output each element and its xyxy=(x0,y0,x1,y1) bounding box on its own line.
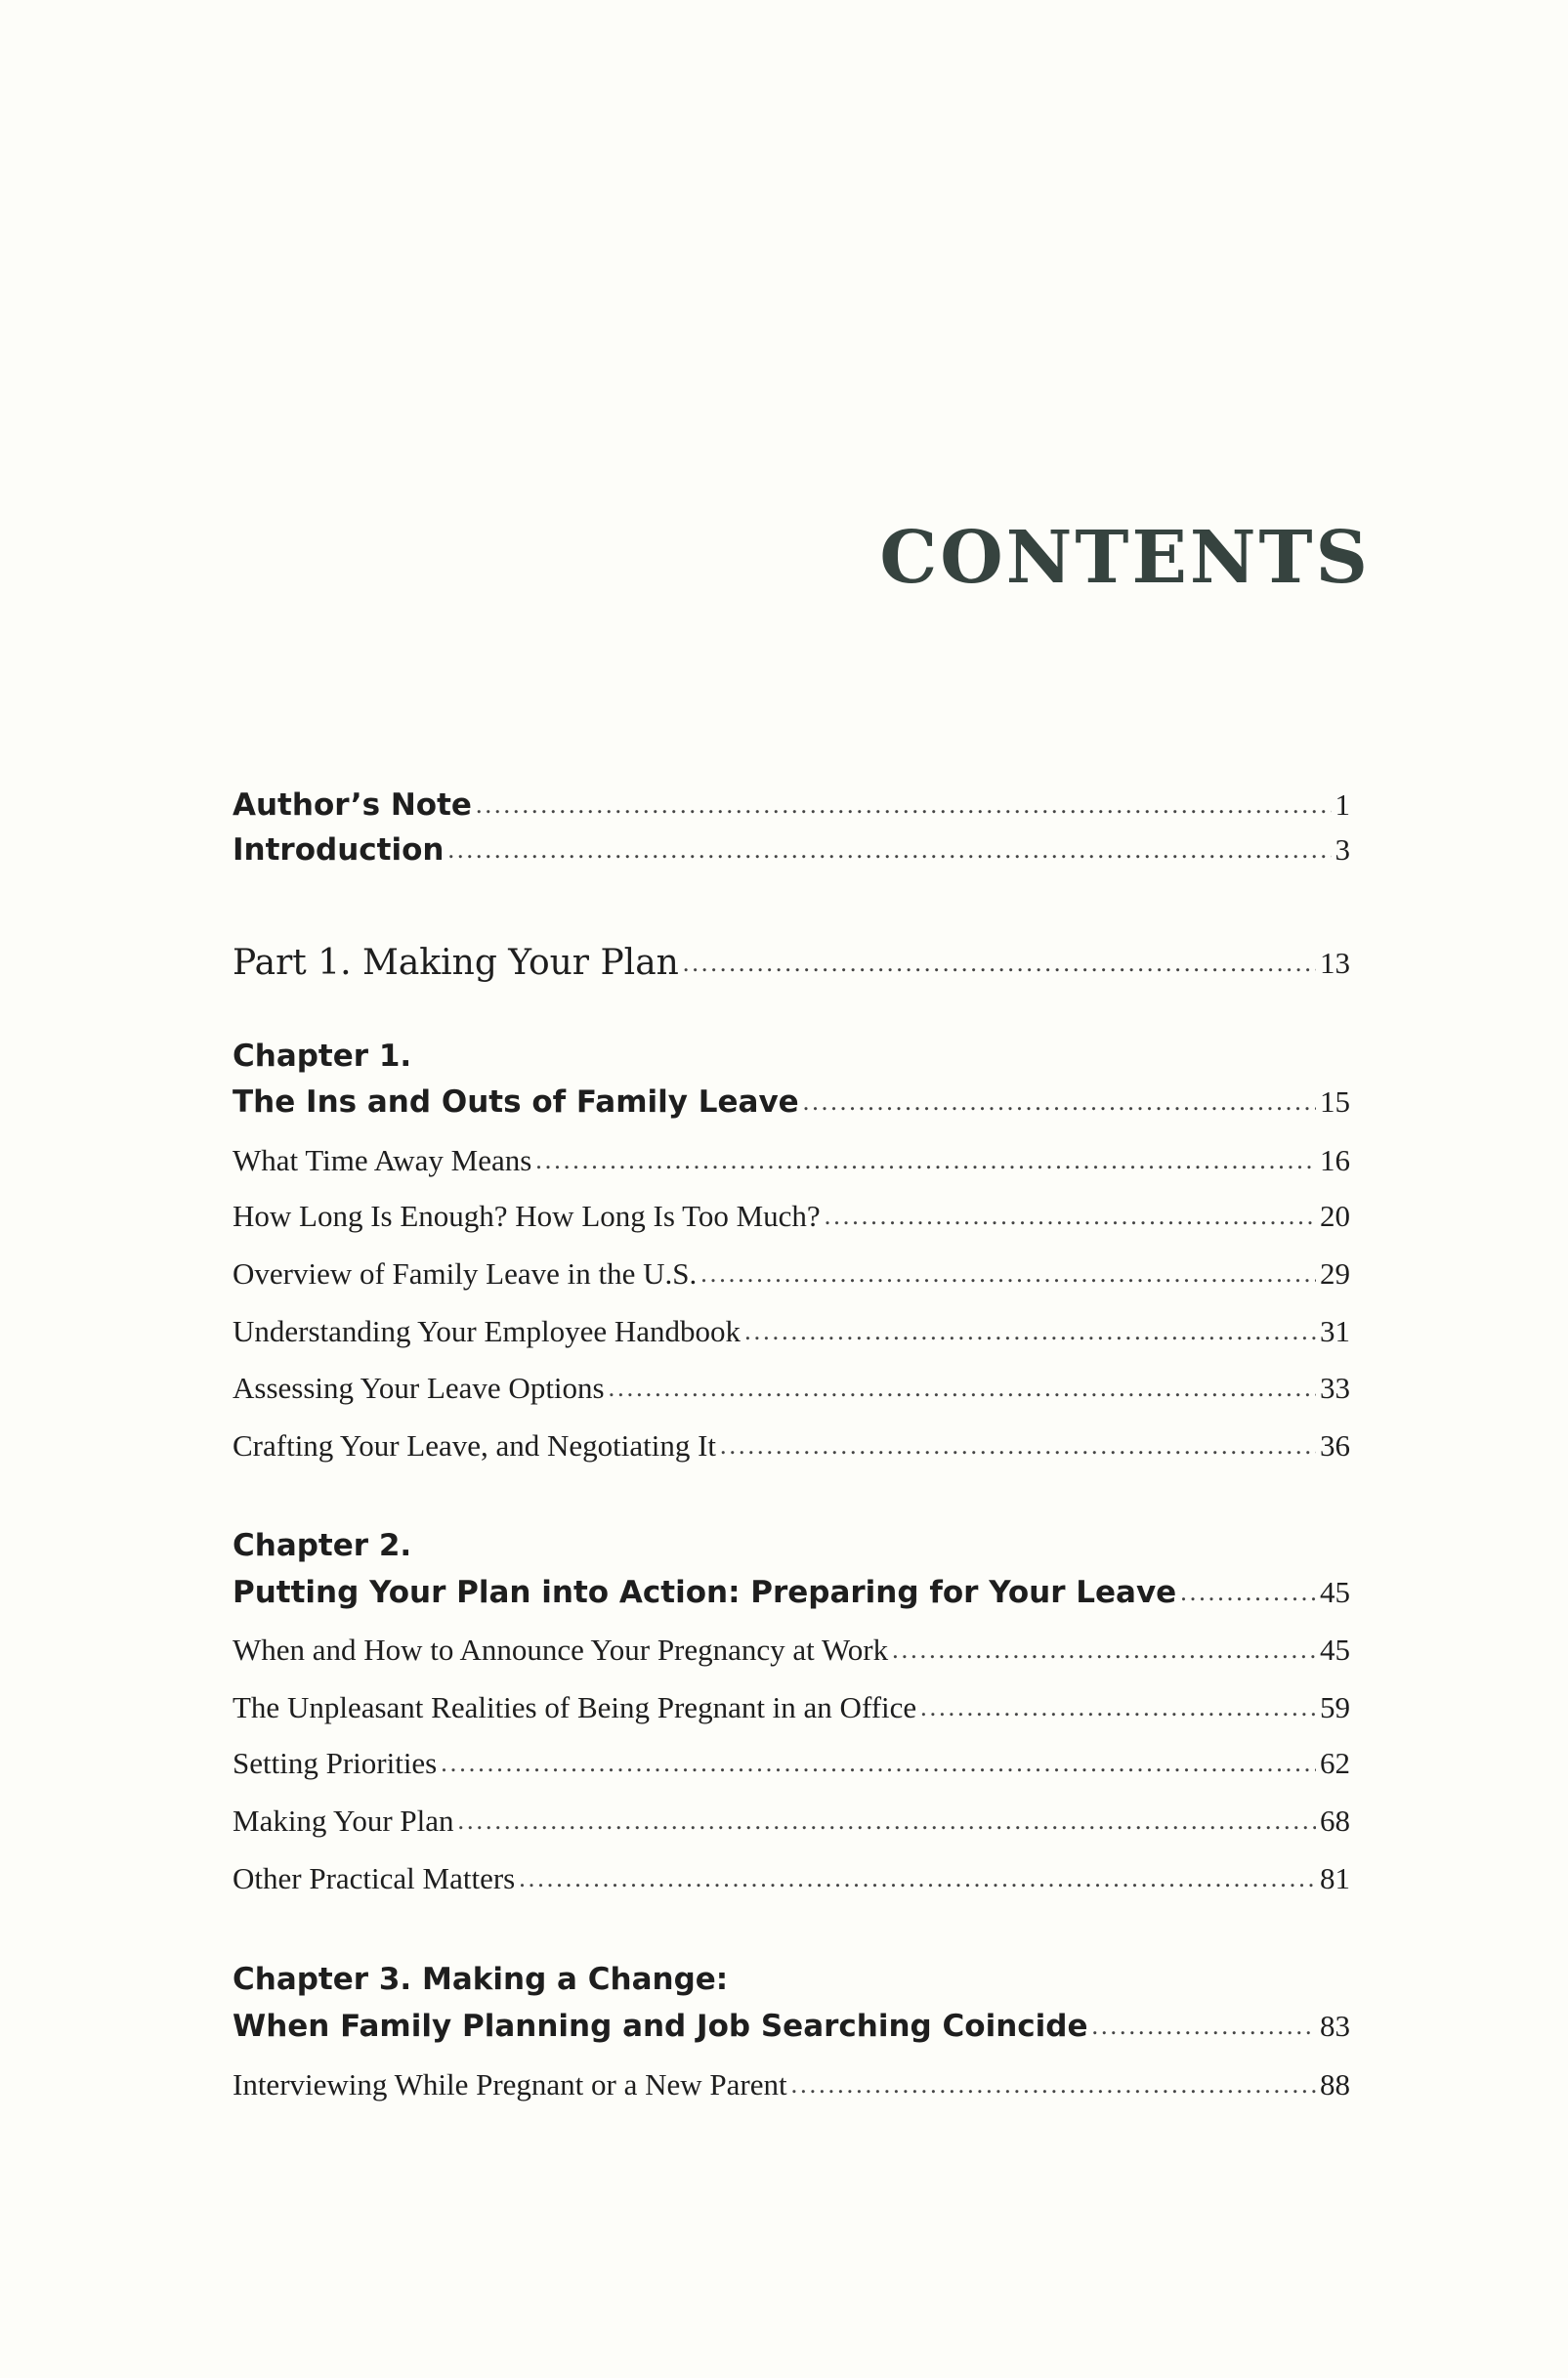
dot-leader xyxy=(1092,2005,1317,2048)
entry-label: Assessing Your Leave Options xyxy=(233,1371,605,1405)
chapter-2-heading: Chapter 2. xyxy=(233,1528,412,1563)
toc-entry-introduction[interactable] xyxy=(233,828,1350,871)
toc-entry-section[interactable] xyxy=(233,1310,1350,1353)
entry-label: Understanding Your Employee Handbook xyxy=(233,1314,742,1348)
dot-leader xyxy=(447,828,1331,871)
page-title: CONTENTS xyxy=(879,516,1371,600)
page-number: 68 xyxy=(1320,1804,1350,1838)
dot-leader xyxy=(720,1424,1316,1467)
dot-leader xyxy=(744,1310,1316,1353)
page-number: 31 xyxy=(1320,1314,1350,1348)
toc-entry-section[interactable] xyxy=(233,1195,1350,1238)
page-number: 29 xyxy=(1320,1256,1350,1291)
dot-leader xyxy=(1180,1571,1316,1614)
entry-label: How Long Is Enough? How Long Is Too Much? xyxy=(233,1199,821,1233)
page-number: 62 xyxy=(1320,1746,1350,1780)
entry-label: Putting Your Plan into Action: Preparing for Your Leave xyxy=(233,1575,1177,1610)
entry-label: Interviewing While Pregnant or a New Parent xyxy=(233,2067,787,2102)
page-number: 81 xyxy=(1320,1861,1350,1895)
dot-leader xyxy=(892,1629,1316,1672)
toc-entry-section[interactable] xyxy=(233,1253,1350,1295)
entry-label: The Unpleasant Realities of Being Pregnant in an Office xyxy=(233,1690,917,1724)
dot-leader xyxy=(458,1800,1316,1843)
entry-label: Crafting Your Leave, and Negotiating It xyxy=(233,1428,717,1463)
page-number: 36 xyxy=(1320,1428,1350,1463)
page-number: 13 xyxy=(1320,946,1350,980)
dot-leader xyxy=(519,1857,1316,1900)
page-number: 88 xyxy=(1320,2067,1350,2102)
page-number: 33 xyxy=(1320,1371,1350,1405)
toc-entry-chapter-2[interactable] xyxy=(233,1571,1350,1614)
dot-leader xyxy=(609,1367,1316,1410)
page-number: 15 xyxy=(1320,1084,1350,1119)
toc-entry-section[interactable] xyxy=(233,1367,1350,1410)
dot-leader xyxy=(825,1195,1316,1238)
dot-leader xyxy=(476,784,1332,827)
entry-label: Making Your Plan xyxy=(233,1804,454,1838)
dot-leader xyxy=(683,942,1316,985)
toc-entry-section[interactable] xyxy=(233,1742,1350,1785)
toc-entry-section[interactable] xyxy=(233,1857,1350,1900)
toc-entry-chapter-1[interactable] xyxy=(233,1081,1350,1124)
dot-leader xyxy=(441,1742,1316,1785)
entry-label: Overview of Family Leave in the U.S. xyxy=(233,1256,698,1291)
entry-label: The Ins and Outs of Family Leave xyxy=(233,1084,799,1120)
toc-entry-section[interactable] xyxy=(233,1139,1350,1182)
dot-leader xyxy=(535,1139,1316,1182)
toc-entry-section[interactable] xyxy=(233,1424,1350,1467)
chapter-3-heading: Chapter 3. Making a Change: xyxy=(233,1962,729,1997)
page-number: 3 xyxy=(1335,832,1350,867)
entry-label: Other Practical Matters xyxy=(233,1861,516,1895)
entry-label: What Time Away Means xyxy=(233,1143,532,1177)
entry-label: Part 1. Making Your Plan xyxy=(233,943,679,983)
dot-leader xyxy=(700,1253,1316,1295)
toc-entry-section[interactable] xyxy=(233,1686,1350,1729)
page-number: 1 xyxy=(1335,787,1350,822)
entry-label: Introduction xyxy=(233,832,445,868)
toc-entry-section[interactable] xyxy=(233,1800,1350,1843)
dot-leader xyxy=(803,1081,1316,1124)
dot-leader xyxy=(791,2063,1316,2106)
page-number: 59 xyxy=(1320,1690,1350,1724)
page-number: 16 xyxy=(1320,1143,1350,1177)
page-number: 83 xyxy=(1320,2009,1350,2043)
page-number: 45 xyxy=(1320,1633,1350,1667)
entry-label: When Family Planning and Job Searching Coincide xyxy=(233,2009,1088,2044)
toc-entry-section[interactable] xyxy=(233,2063,1350,2106)
page-number: 20 xyxy=(1320,1199,1350,1233)
toc-entry-section[interactable] xyxy=(233,1629,1350,1672)
dot-leader xyxy=(920,1686,1316,1729)
entry-label: Author’s Note xyxy=(233,787,472,823)
entry-label: When and How to Announce Your Pregnancy at Work xyxy=(233,1633,889,1667)
chapter-1-heading: Chapter 1. xyxy=(233,1039,412,1074)
entry-label: Setting Priorities xyxy=(233,1746,438,1780)
toc-entry-part-1[interactable] xyxy=(233,942,1350,985)
toc-entry-authors-note[interactable] xyxy=(233,784,1350,827)
page-number: 45 xyxy=(1320,1575,1350,1609)
toc-entry-chapter-3[interactable] xyxy=(233,2005,1350,2048)
